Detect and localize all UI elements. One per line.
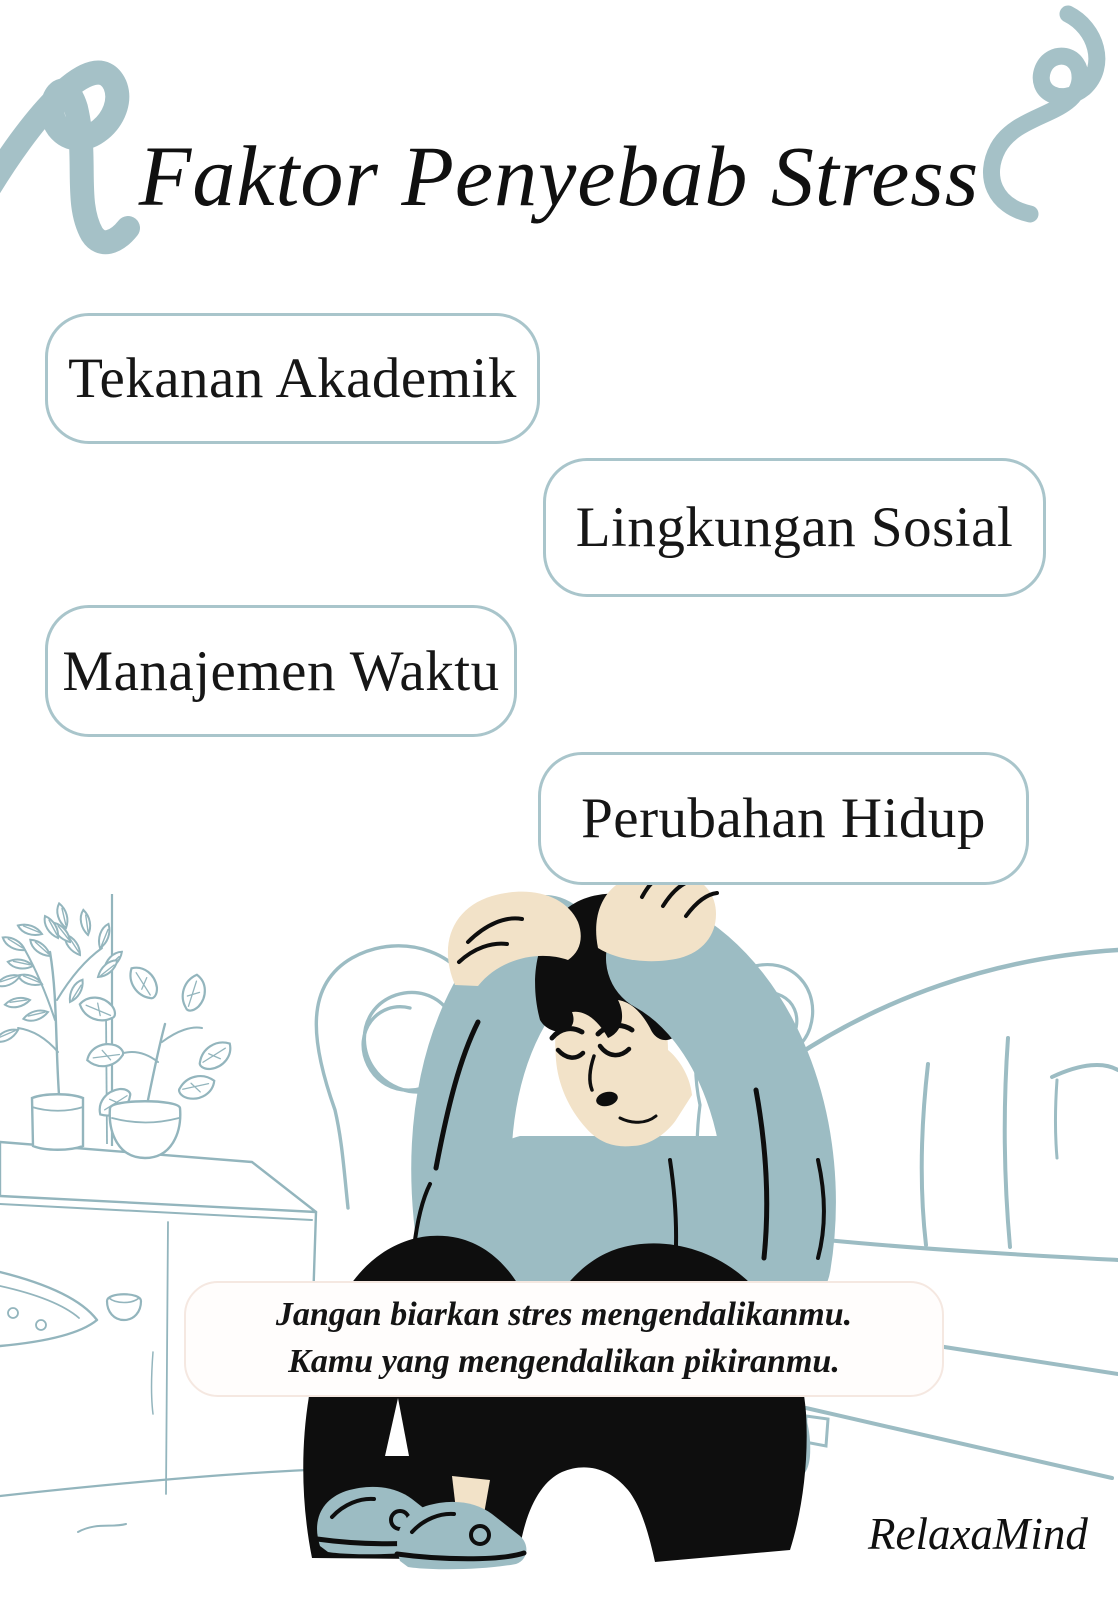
page-title: Faktor Penyebab Stress	[138, 128, 980, 224]
quote-card	[184, 1281, 944, 1397]
factor-card-manajemen-waktu	[45, 605, 517, 737]
factor-label: Lingkungan Sosial	[575, 496, 1014, 559]
factor-label: Perubahan Hidup	[581, 787, 986, 850]
quote-line-2: Kamu yang mengendalikan pikiranmu.	[288, 1343, 840, 1380]
plant-monstera-icon	[79, 967, 231, 1158]
quote-line-1: Jangan biarkan stres mengendalikanmu.	[275, 1296, 853, 1334]
factor-label: Manajemen Waktu	[62, 639, 500, 703]
factor-card-tekanan-akademik	[45, 313, 540, 444]
factor-label: Tekanan Akademik	[68, 347, 517, 410]
factor-card-perubahan-hidup	[538, 752, 1029, 885]
brand-text: RelaxaMind	[868, 1509, 1088, 1559]
person-illustration	[303, 871, 824, 1569]
couch-illustration	[787, 950, 1118, 1478]
factor-card-lingkungan-sosial	[543, 458, 1046, 597]
